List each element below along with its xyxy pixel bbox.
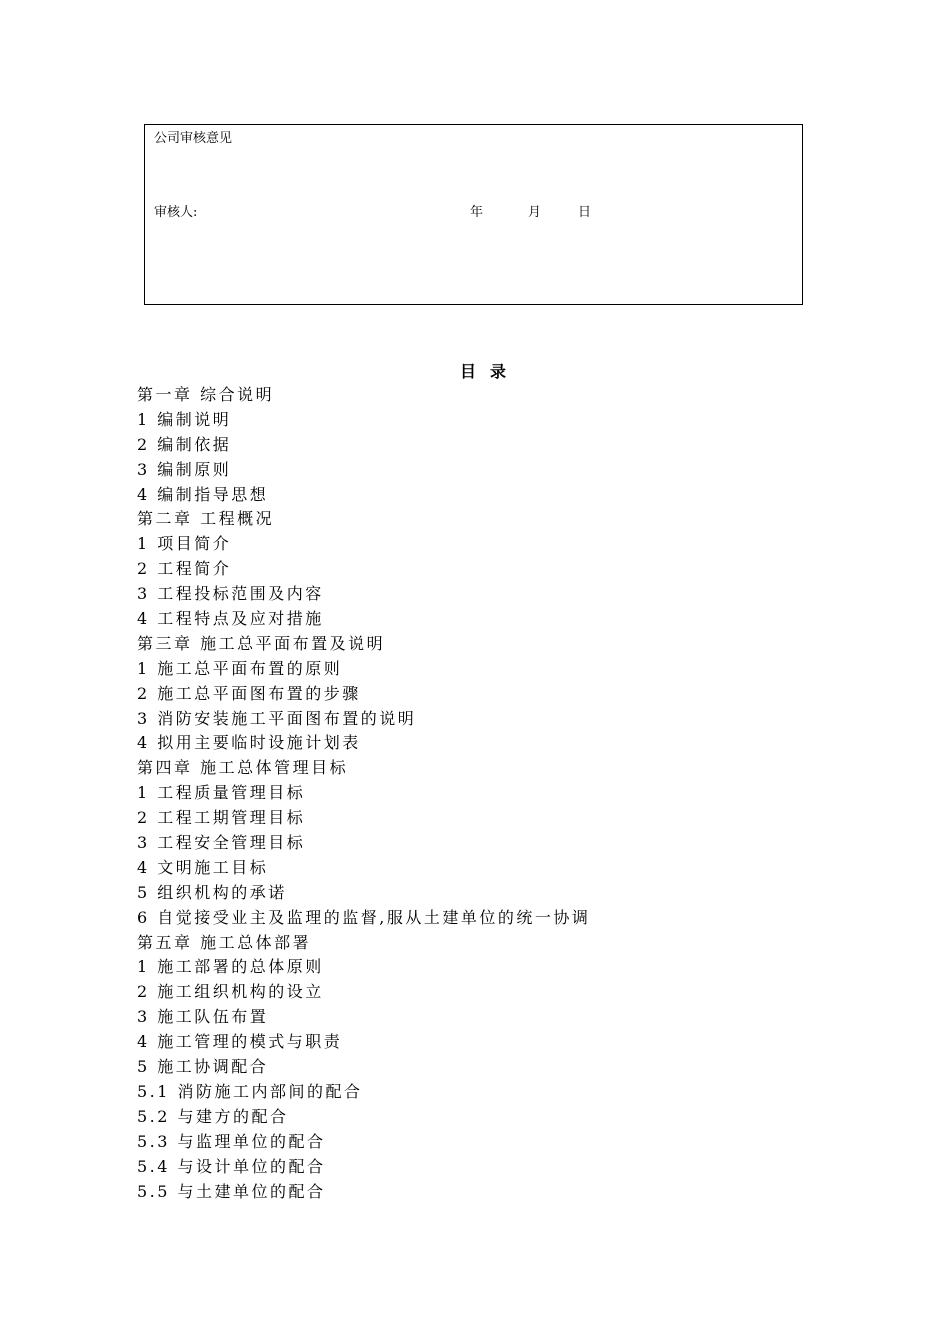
toc-chapter: 第四章 施工总体管理目标 xyxy=(137,758,349,778)
toc-item: 3 工程投标范围及内容 xyxy=(137,584,324,604)
toc-item: 5.3 与监理单位的配合 xyxy=(137,1131,326,1151)
toc-item: 2 工程工期管理目标 xyxy=(137,808,306,828)
toc-item: 3 工程安全管理目标 xyxy=(137,833,306,853)
toc-item: 2 工程简介 xyxy=(137,559,232,579)
reviewer-label: 审核人: xyxy=(154,205,198,220)
date-year: 年 xyxy=(470,205,484,220)
toc-item: 2 施工总平面图布置的步骤 xyxy=(137,683,361,703)
toc-item: 5.2 与建方的配合 xyxy=(137,1106,289,1126)
toc-chapter: 第三章 施工总平面布置及说明 xyxy=(137,633,386,653)
toc-list xyxy=(137,383,590,1204)
toc-item: 3 消防安装施工平面图布置的说明 xyxy=(137,708,417,728)
toc-title: 目录 xyxy=(459,362,520,381)
date-month: 月 xyxy=(528,205,542,220)
toc-item: 1 项目简介 xyxy=(137,534,232,554)
toc-item: 4 文明施工目标 xyxy=(137,857,269,877)
toc-item: 4 施工管理的模式与职责 xyxy=(137,1032,343,1052)
toc-item: 1 工程质量管理目标 xyxy=(137,783,306,803)
toc-item: 5.1 消防施工内部间的配合 xyxy=(137,1081,363,1101)
toc-chapter: 第一章 综合说明 xyxy=(137,385,275,404)
toc-item: 5 施工协调配合 xyxy=(137,1057,269,1077)
toc-chapter: 第二章 工程概况 xyxy=(137,509,275,529)
toc-item: 4 编制指导思想 xyxy=(137,484,269,504)
toc-chapter: 第五章 施工总体部署 xyxy=(137,932,312,952)
toc-item: 4 拟用主要临时设施计划表 xyxy=(137,733,361,753)
toc-item: 5 组织机构的承诺 xyxy=(137,882,287,902)
toc-item: 1 施工总平面布置的原则 xyxy=(137,658,343,678)
toc-item: 6 自觉接受业主及监理的监督,服从土建单位的统一协调 xyxy=(137,907,591,927)
toc-item: 3 施工队伍布置 xyxy=(137,1007,269,1027)
company-review-box xyxy=(144,124,803,305)
toc-item: 5.4 与设计单位的配合 xyxy=(137,1156,326,1176)
review-title: 公司审核意见 xyxy=(154,131,233,146)
date-day: 日 xyxy=(578,205,592,220)
toc-item: 1 编制说明 xyxy=(137,409,232,429)
toc-item: 5.5 与土建单位的配合 xyxy=(137,1181,326,1201)
toc-item: 4 工程特点及应对措施 xyxy=(137,609,324,629)
toc-item: 1 施工部署的总体原则 xyxy=(137,957,324,977)
toc-item: 2 施工组织机构的设立 xyxy=(137,982,324,1002)
toc-item: 2 编制依据 xyxy=(137,434,232,454)
toc-item: 3 编制原则 xyxy=(137,459,232,479)
